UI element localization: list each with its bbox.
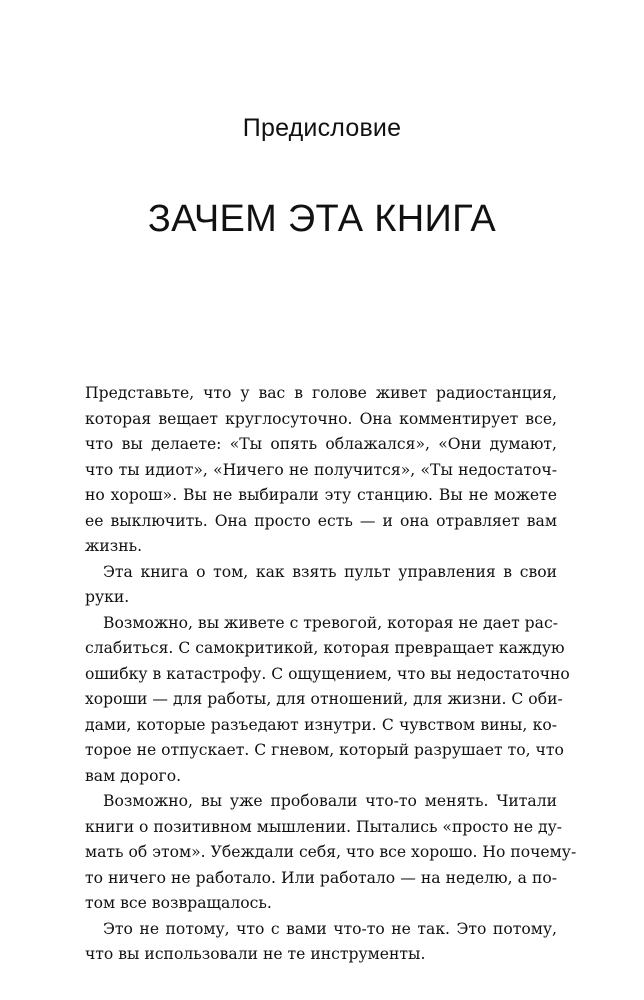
text-line: которая вещает круглосуточно. Она комментирует все,: [85, 409, 557, 428]
text-line: то ничего не работало. Или работало — на неделю, а по-: [85, 868, 557, 887]
text-line: Возможно, вы живете с тревогой, которая не дает рас-: [103, 613, 558, 632]
text-line: том все возвращалось.: [85, 894, 272, 912]
text-line: ее выключить. Она просто есть — и она отравляет вам: [85, 511, 557, 530]
text-line: вам дорого.: [85, 766, 182, 785]
text-line: мать об этом». Убеждали себя, что все хорошо. Но почему-: [85, 843, 577, 861]
text-line: торое не отпускает. С гневом, который разрушает то, что: [85, 741, 564, 759]
preface-label: Предисловие: [242, 114, 402, 142]
text-line: руки.: [85, 588, 130, 606]
text-line: книги о позитивном мышлении. Пытались «просто не ду-: [85, 817, 563, 836]
paragraph: [85, 917, 557, 968]
text-line: дами, которые разъедают изнутри. С чувством вины, ко-: [85, 715, 557, 734]
text-line: Эта книга о том, как взять пульт управления в свои: [103, 562, 557, 581]
text-line: ошибку в катастрофу. С ощущением, что вы недостаточно: [85, 664, 570, 683]
text-line: что вы использовали не те инструменты.: [85, 945, 426, 963]
text-line: Представьте, что у вас в голове живет радиостанция,: [85, 384, 557, 402]
text-line: жизнь.: [85, 537, 143, 555]
chapter-title: ЗАЧЕМ ЭТА КНИГА: [147, 198, 497, 240]
text-line: Возможно, вы уже пробовали что-то менять. Читали: [103, 792, 557, 810]
paragraph: [85, 789, 577, 917]
text-line: Это не потому, что с вами что-то не так. Это потому,: [103, 919, 557, 938]
text-line: но хорош». Вы не выбирали эту станцию. Вы не можете: [85, 486, 557, 504]
body-text: [85, 381, 577, 968]
text-line: слабиться. С самокритикой, которая превращает каждую: [85, 639, 565, 657]
paragraph: [85, 611, 570, 790]
paragraph: [85, 560, 557, 611]
paragraph: [85, 381, 557, 560]
text-line: что вы делаете: «Ты опять облажался», «Они думают,: [85, 435, 557, 453]
text-line: что ты идиот», «Ничего не получится», «Ты недостаточ-: [85, 460, 557, 479]
text-line: хороши — для работы, для отношений, для жизни. С оби-: [85, 690, 563, 708]
